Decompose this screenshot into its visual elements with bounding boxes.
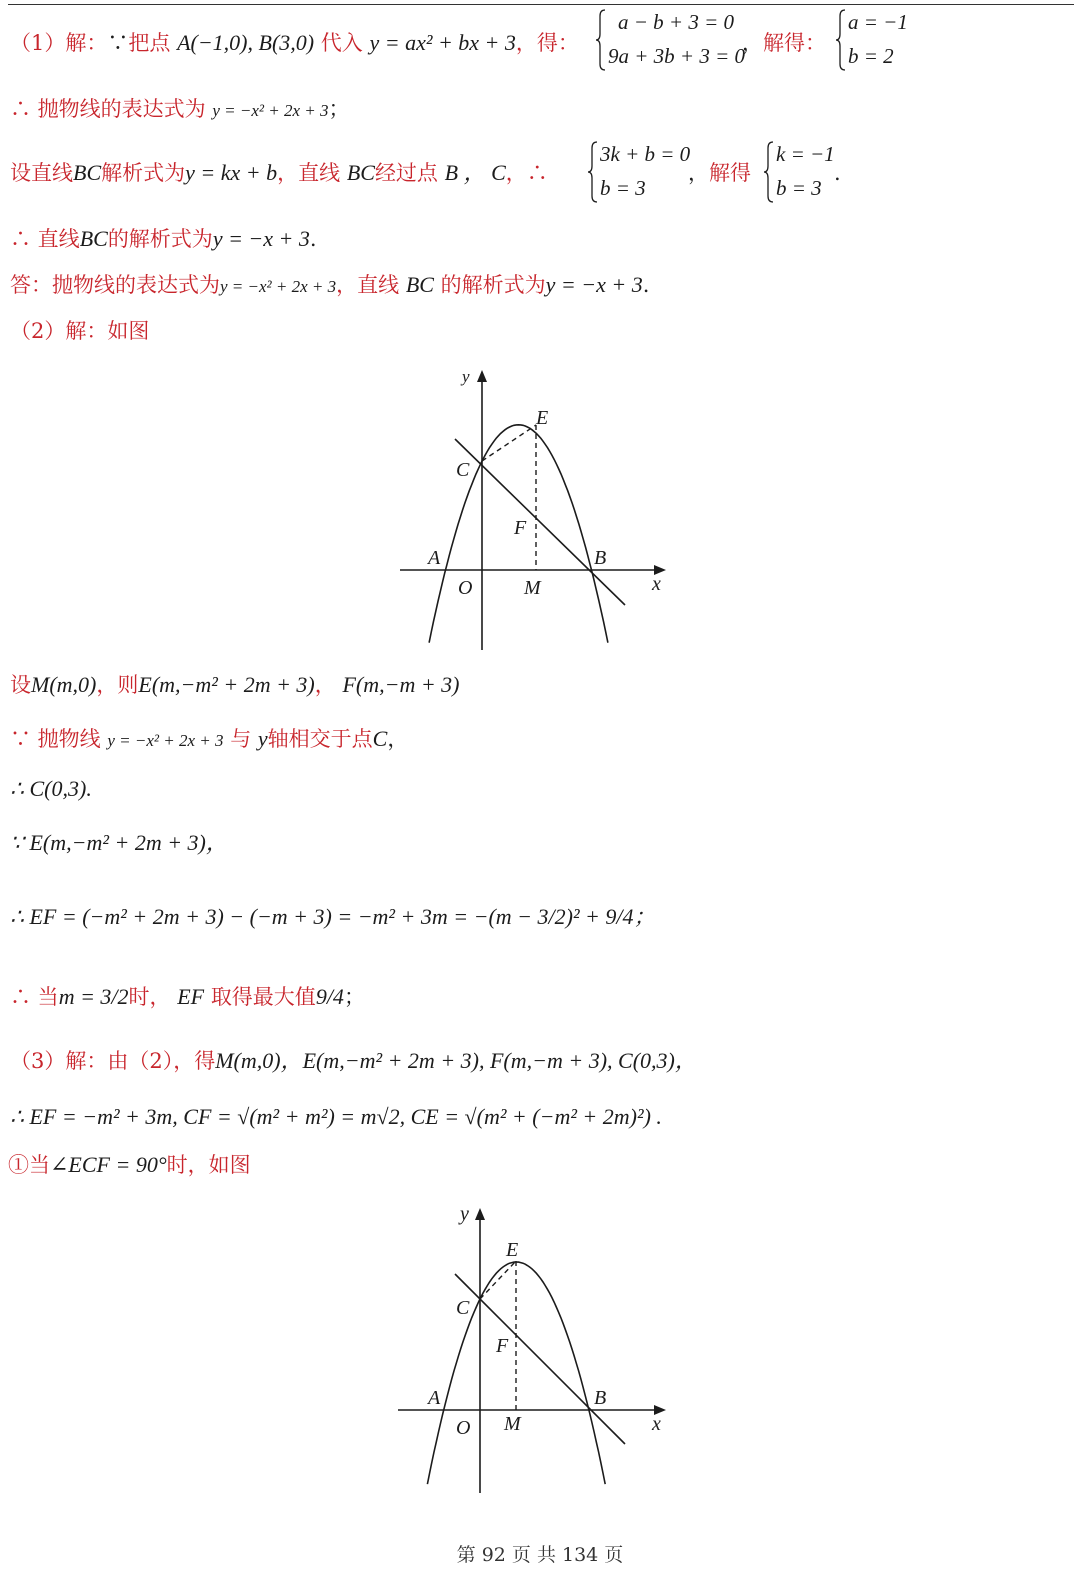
part2-label: （2）解：如图: [10, 319, 150, 343]
function-general: y = ax² + bx + 3: [369, 30, 516, 55]
y-axis-arrow-icon: [475, 1208, 485, 1220]
solution-1-row1: a = −1: [848, 10, 908, 34]
label-m: M: [524, 577, 541, 599]
label-f: F: [514, 517, 527, 539]
part1-bc-line: 设直线BC解析式为y = kx + b，直线 BC经过点 B ， C，∴: [10, 160, 548, 185]
top-rule: [8, 4, 1074, 5]
system-1-row1: a − b + 3 = 0: [618, 10, 735, 34]
bc-line-expression: y = −x + 3: [212, 226, 310, 251]
label-e: E: [506, 1239, 519, 1261]
part3-lengths: ∴ EF = −m² + 3m, CF = √(m² + m²) = m√2, CE = √(m² + (−m² + 2m)²) .: [10, 1104, 662, 1129]
segment-ce: [482, 425, 536, 461]
system-1-row2: 9a + 3b + 3 = 0: [608, 44, 746, 68]
answer-label: 答：抛物线的表达式为: [10, 273, 220, 297]
left-brace-icon: [764, 140, 774, 204]
label-o: O: [456, 1417, 471, 1439]
label-y: y: [460, 1203, 469, 1225]
label-c: C: [456, 1297, 470, 1319]
left-brace-icon: [836, 8, 846, 72]
label-a: A: [428, 1387, 441, 1409]
label-b: B: [594, 547, 607, 569]
solution-2-row2: b = 3: [776, 176, 822, 200]
part3-line1: （3）解：由（2），得M(m,0)，E(m,−m² + 2m + 3), F(m,−m + 3), C(0,3)，: [10, 1048, 697, 1073]
part1-label: （1）解：: [10, 31, 108, 55]
left-brace-icon: [588, 140, 598, 204]
left-brace-icon: [596, 8, 606, 72]
part1-period: .: [834, 161, 841, 185]
solution-1: [836, 8, 926, 72]
label-c: C: [456, 459, 470, 481]
label-b: B: [594, 1387, 607, 1409]
label-f: F: [496, 1335, 509, 1357]
part1-parabola-line: ∴ 抛物线的表达式为 y = −x² + 2x + 3；: [10, 97, 350, 121]
part2-ef-expression: ∴ EF = (−m² + 2m + 3) − (−m + 3) = −m² + 3m = −(m − 3/2)² + 9/4；: [10, 904, 656, 929]
label-o: O: [458, 577, 473, 599]
system-2: [588, 140, 698, 204]
segment-ce: [480, 1261, 516, 1299]
figure-2-parabola-graph: [390, 1198, 680, 1498]
label-y: y: [462, 367, 470, 386]
figure-1-parabola-graph: [390, 360, 680, 655]
system-1: [596, 8, 746, 72]
part1-line1b: ，解得：: [742, 31, 826, 55]
solution-1-row2: b = 2: [848, 44, 894, 68]
solution-2-row1: k = −1: [776, 142, 835, 166]
system-2-row2: b = 3: [600, 176, 646, 200]
label-e: E: [536, 407, 549, 429]
part2-c-coord: ∴ C(0,3).: [10, 776, 92, 801]
label-x: x: [652, 573, 661, 595]
points-ab: A(−1,0), B(3,0): [177, 30, 315, 55]
part3-case1: ①当∠ECF = 90°时，如图: [8, 1152, 251, 1177]
label-a: A: [428, 547, 441, 569]
line-general: y = kx + b: [185, 160, 278, 185]
part2-because-line: ∵ 抛物线 y = −x² + 2x + 3 与 y轴相交于点C，: [10, 726, 409, 751]
label-x: x: [652, 1413, 661, 1435]
part1-line1: （1）解：∵把点 A(−1,0), B(3,0) 代入 y = ax² + bx + 3，得：: [10, 30, 579, 55]
part1-bc-result: ∴ 直线BC的解析式为y = −x + 3.: [10, 226, 317, 251]
system-2-row1: 3k + b = 0: [600, 142, 691, 166]
part2-e-coord: ∵ E(m,−m² + 2m + 3)，: [10, 830, 228, 855]
label-m: M: [504, 1413, 521, 1435]
y-axis-arrow-icon: [477, 370, 487, 382]
part2-set-line: 设M(m,0)，则E(m,−m² + 2m + 3)， F(m,−m + 3): [10, 672, 460, 697]
part1-answer: 答：抛物线的表达式为y = −x² + 2x + 3，直线 BC 的解析式为y = −x + 3.: [10, 272, 650, 297]
parabola-expression: y = −x² + 2x + 3: [212, 101, 329, 120]
page-footer: 第 92 页 共 134 页: [456, 1544, 624, 1566]
part1-bc-line-b: ，解得: [688, 161, 751, 185]
part2-max-line: ∴ 当m = 3/2时， EF 取得最大值9/4；: [10, 984, 365, 1009]
